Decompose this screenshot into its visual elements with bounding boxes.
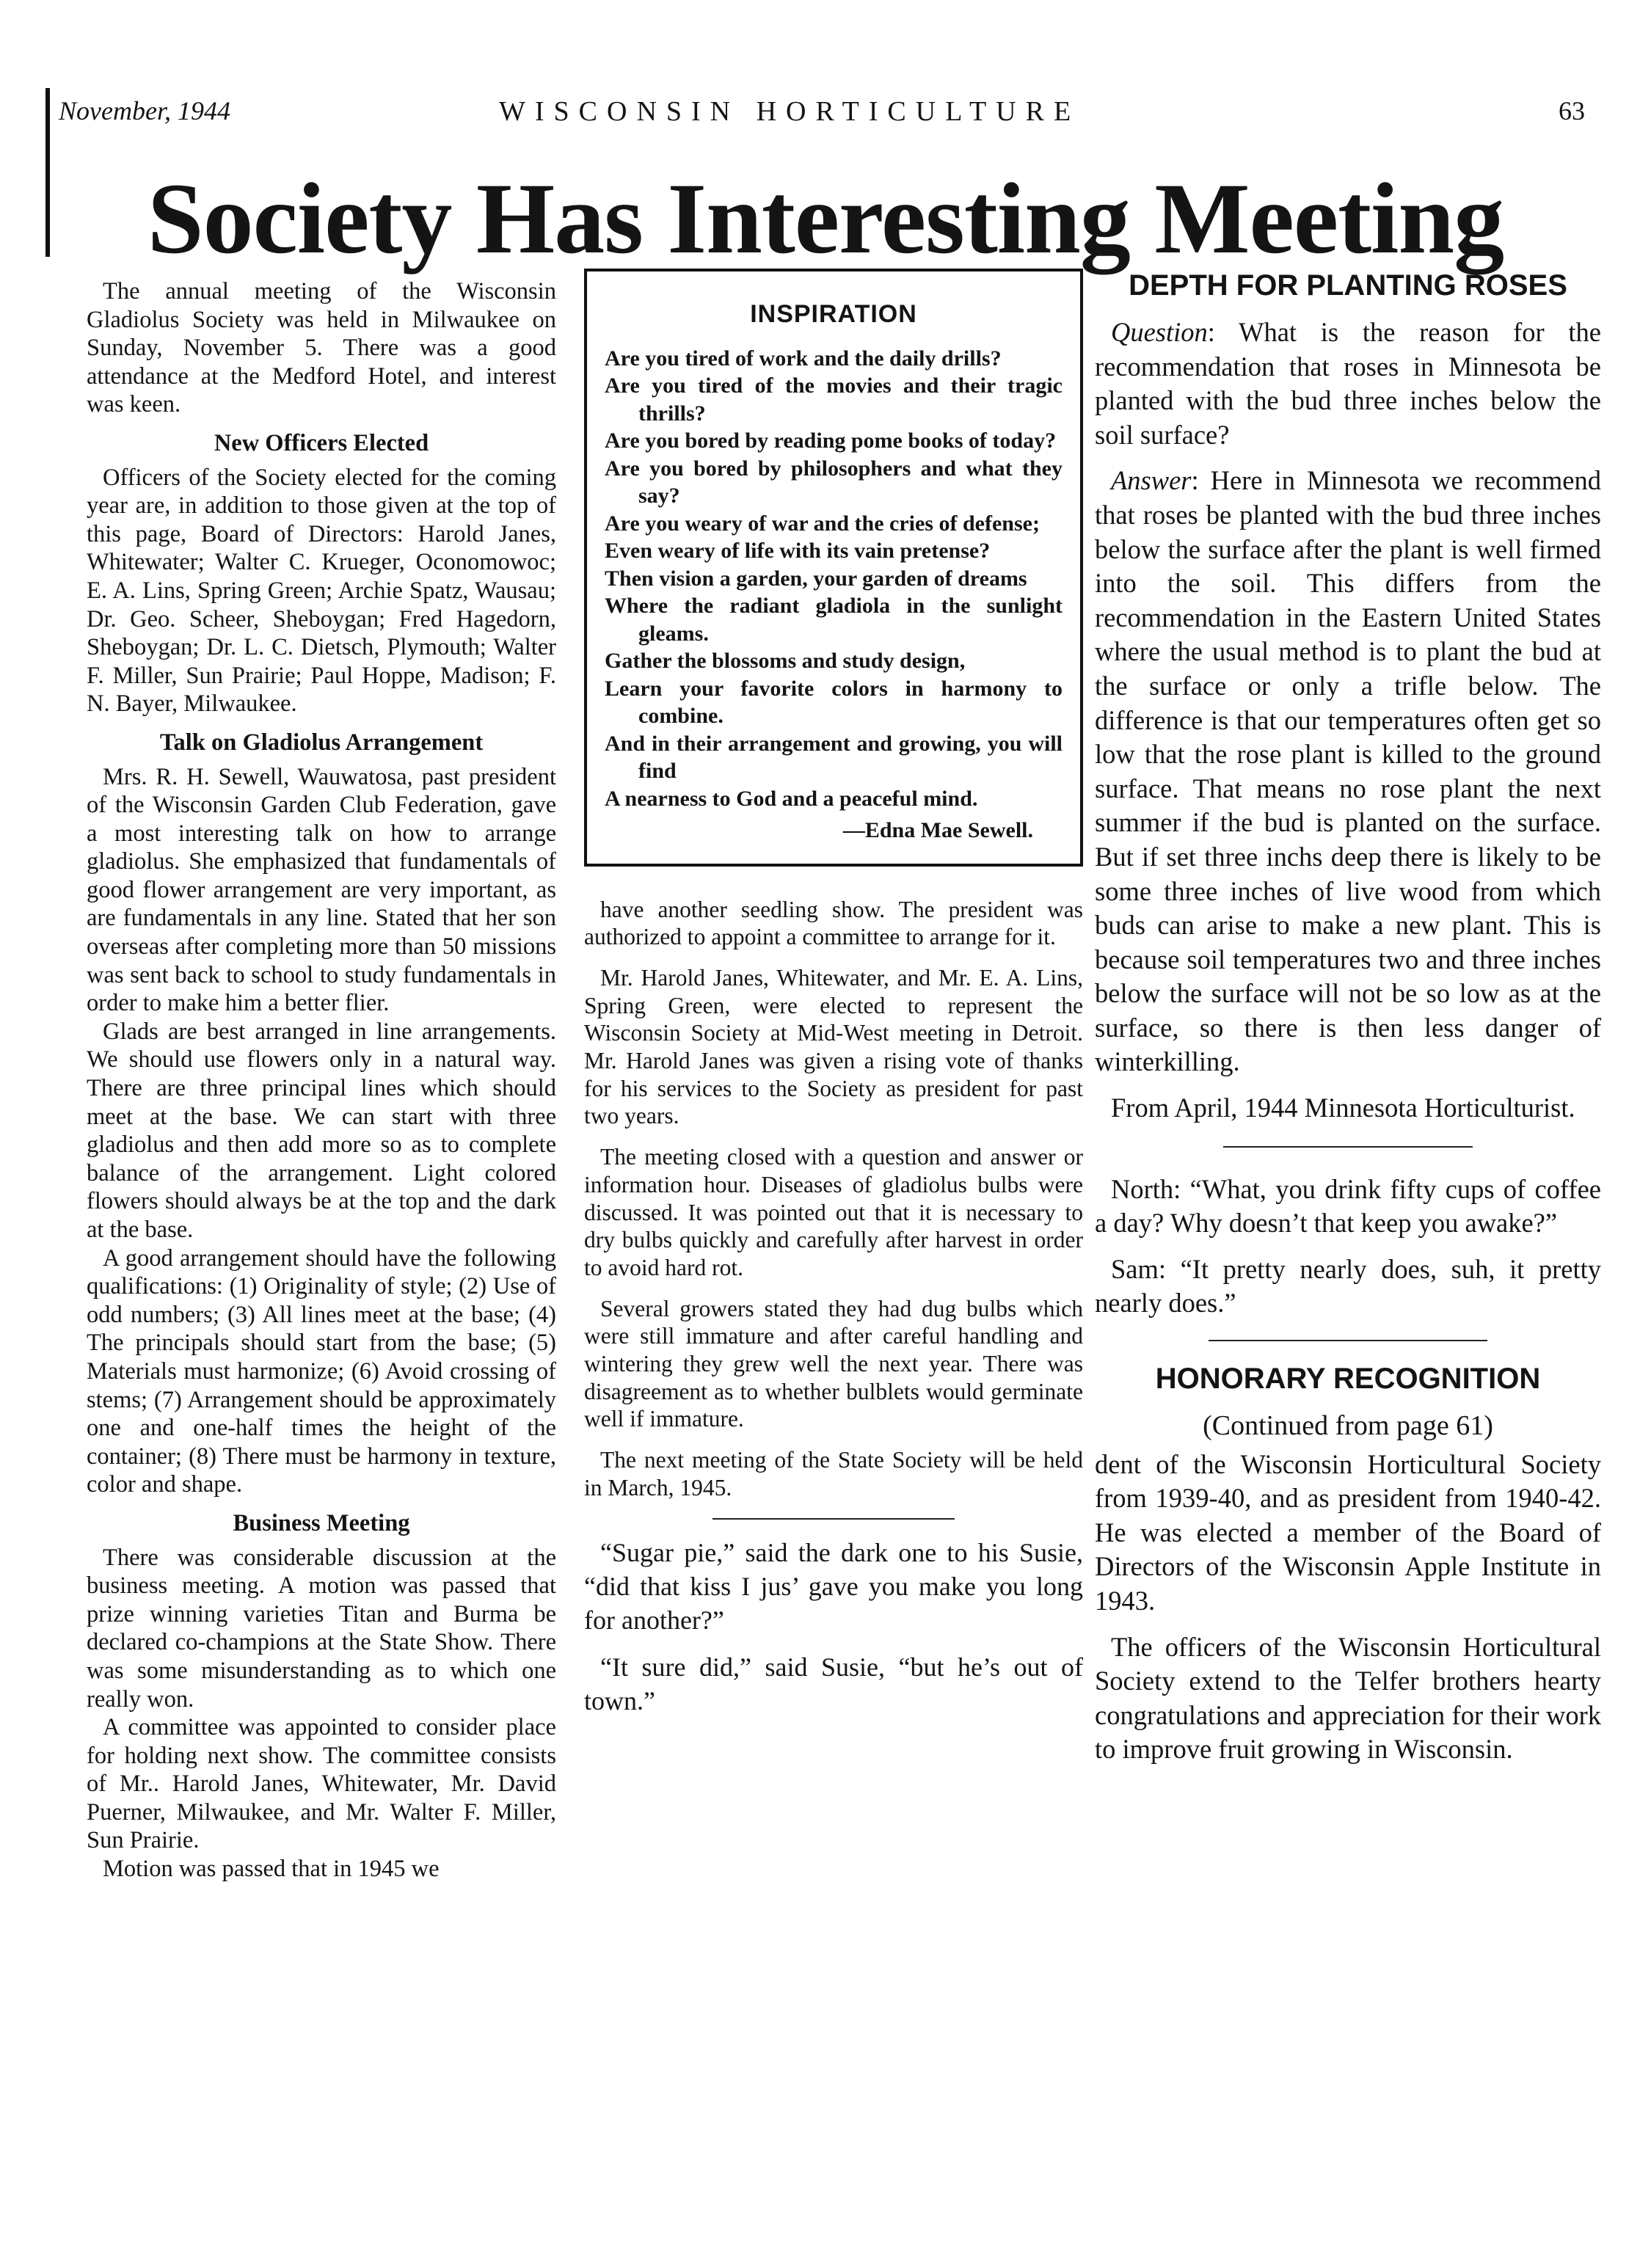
continued-note: (Continued from page 61) [1203,1410,1493,1442]
poem-line: A nearness to God and a peaceful mind. [605,786,978,811]
poem-line: Where the radiant gladiola in the sunlight gleams. [605,594,1063,646]
poem-author: —Edna Mae Sewell. [842,818,1033,842]
honorary-heading: HONORARY RECOGNITION [1155,1363,1541,1396]
question-text: : What is the reason for the recommendation that roses in Minnesota be planted with the bud three inches below the soil surface? [1095,317,1601,450]
middle-paragraph: The meeting closed with a question and answer or information hour. Diseases of gladiolus bulbs were discussed. It was pointed out that it is necessary to dry bulbs quickly and carefully after harvest in order to avoid hard rot. [584,1144,1083,1280]
officers-heading: New Officers Elected [214,429,429,456]
business-paragraph: A committee was appointed to consider place for holding next show. The committee consists of Mr.. Harold Janes, Whitewater, Mr. David Puerner, Milwaukee, and Mr. Walter F. Miller, Sun Prairie. [87,1714,556,1854]
honorary-paragraph: dent of the Wisconsin Horticultural Society from 1939-40, and as president from 1940-42. He was elected a member of the Board of Directors of the Wisconsin Apple Institute in 1943. [1095,1448,1601,1616]
poem-line: And in their arrangement and growing, you will find [605,731,1063,783]
journal-name: WISCONSIN HORTICULTURE [499,96,1081,127]
business-paragraph: Motion was passed that in 1945 we [103,1856,440,1883]
page-number: 63 [1559,96,1585,125]
poem-line: Are you weary of war and the cries of defense; [605,511,1040,536]
business-heading: Business Meeting [233,1509,410,1536]
poem-line: Are you bored by philosophers and what they say? [605,456,1063,508]
intro-paragraph: The annual meeting of the Wisconsin Gladiolus Society was held in Milwaukee on Sunday, November 5. There was a good attendance at the Medford Hotel, and interest was keen. [87,278,556,418]
joke-line: North: “What, you drink fifty cups of coffee a day? Why doesn’t that keep you awake?” [1095,1173,1601,1239]
officers-paragraph: Officers of the Society elected for the coming year are, in addition to those given at the top of this page, Board of Directors: Harold Janes, Whitewater; Walter C. Krueger, Oconomowoc; E. A. Lins, Spring Green; Archie Spatz, Wausau; Dr. Geo. Scheer, Sheboygan; Fred Hagedorn, Sheboygan; Dr. L. C. Dietsch, Plymouth; Walter F. Miller, Sun Prairie; Paul Hoppe, Madison; F. N. Bayer, Milwaukee. [87,464,556,718]
column-left [87,277,556,1884]
poem-line: Learn your favorite colors in harmony to combine. [605,676,1063,728]
article-title: Society Has Interesting Meeting [147,162,1504,274]
honorary-paragraph: The officers of the Wisconsin Horticultural Society extend to the Telfer brothers hearty congratulations and appreciation for their work to improve fruit growing in Wisconsin. [1095,1631,1601,1765]
middle-paragraph: The next meeting of the State Society will be held in March, 1945. [584,1447,1083,1501]
divider-rule [1223,1146,1473,1148]
issue-date: November, 1944 [59,96,230,125]
right-body [1095,316,1601,1767]
divider-rule [712,1518,955,1520]
poem-line: Are you bored by reading pome books of today? [605,429,1057,453]
poem-line: Then vision a garden, your garden of dreams [605,566,1027,591]
divider-rule [1209,1340,1487,1341]
poem-title: INSPIRATION [750,300,917,328]
middle-paragraph: have another seedling show. The president was authorized to appoint a committee to arrange for it. [584,896,1083,950]
answer-paragraph [1095,464,1601,1079]
middle-paragraph: Several growers stated they had dug bulbs which were still immature and after careful handling and wintering they grew well the next year. There was disagreement as to whether bulblets would germinate well if immature. [584,1295,1083,1432]
poem-line: Even weary of life with its vain pretense? [605,539,991,563]
answer-label: Answer [1111,465,1192,496]
joke-line: “It sure did,” said Susie, “but he’s out of town.” [584,1652,1083,1715]
middle-paragraph: Mr. Harold Janes, Whitewater, and Mr. E. A. Lins, Spring Green, were elected to represent the Wisconsin Society at Mid-West meeting in Detroit. Mr. Harold Janes was given a rising vote of thanks for his services to the Society as president for past two years. [584,964,1083,1129]
roses-heading: DEPTH FOR PLANTING ROSES [1129,269,1567,302]
business-paragraph: There was considerable discussion at the business meeting. A motion was passed that prize winning varieties Titan and Burma be declared co-champions at the State Show. There was some misunderstanding as to which one really won. [87,1544,556,1713]
column-middle [584,269,1083,1731]
poem-box [584,269,1083,867]
talk-paragraph: Mrs. R. H. Sewell, Wauwatosa, past president of the Wisconsin Garden Club Federation, gave a most interesting talk on how to arrange gladiolus. She emphasized that fundamentals of good flower arrangement are very important, as are fundamentals in any line. Stated that her son overseas after completing more than 50 missions was sent back to school to study fundamentals in order to make him a better flier. [87,763,556,1017]
talk-paragraph: A good arrangement should have the following qualifications: (1) Originality of style; (2) Use of odd numbers; (3) All lines meet at the base; (4) The principals should start from the base; (5) Materials must harmonize; (6) Avoid crossing of stems; (7) Arrangement should be approximately one and one-half times the height of the container; (8) There must be harmony in texture, color and shape. [87,1244,556,1498]
column-right [1095,269,1601,1779]
running-header [59,95,1585,139]
poem-line: Gather the blossoms and study design, [605,649,966,673]
joke-line: Sam: “It pretty nearly does, suh, it pretty nearly does.” [1095,1253,1601,1319]
talk-paragraph: Glads are best arranged in line arrangements. We should use flowers only in a natural way. There are three principal lines which should meet at the base. We can start with three gladiolus and then add more so as to complete balance of the arrangement. Light colored flowers should always be at the top and the dark at the base. [87,1018,556,1243]
question-label: Question [1111,317,1208,347]
middle-body [584,896,1083,1718]
question-paragraph [1095,316,1601,452]
talk-heading: Talk on Gladiolus Arrangement [159,729,484,756]
source-line: From April, 1944 Minnesota Horticulturist. [1111,1093,1575,1123]
joke-line: “Sugar pie,” said the dark one to his Susie, “did that kiss I jus’ gave you make you long for another?” [584,1537,1083,1635]
answer-text: : Here in Minnesota we recommend that roses be planted with the bud three inches below the surface after the plant is well firmed into the soil. This differs from the recommendation in the Eastern United States where the usual method is to plant the bud at the surface or only a trifle below. The difference is that our temperatures often get so low that the rose plant is killed to the ground surface. That means no rose plant the next summer if the bud is planted on the surface. But if set three inchs deep there is likely to be some three inches of live wood from which buds can arise to make a new plant. This is because soil temperatures two and three inches below the surface will not be so low as at the surface, so there is then less danger of winterkilling. [1095,465,1601,1077]
poem-line: Are you tired of work and the daily drills? [605,346,1002,371]
poem-line: Are you tired of the movies and their tragic thrills? [605,373,1063,426]
